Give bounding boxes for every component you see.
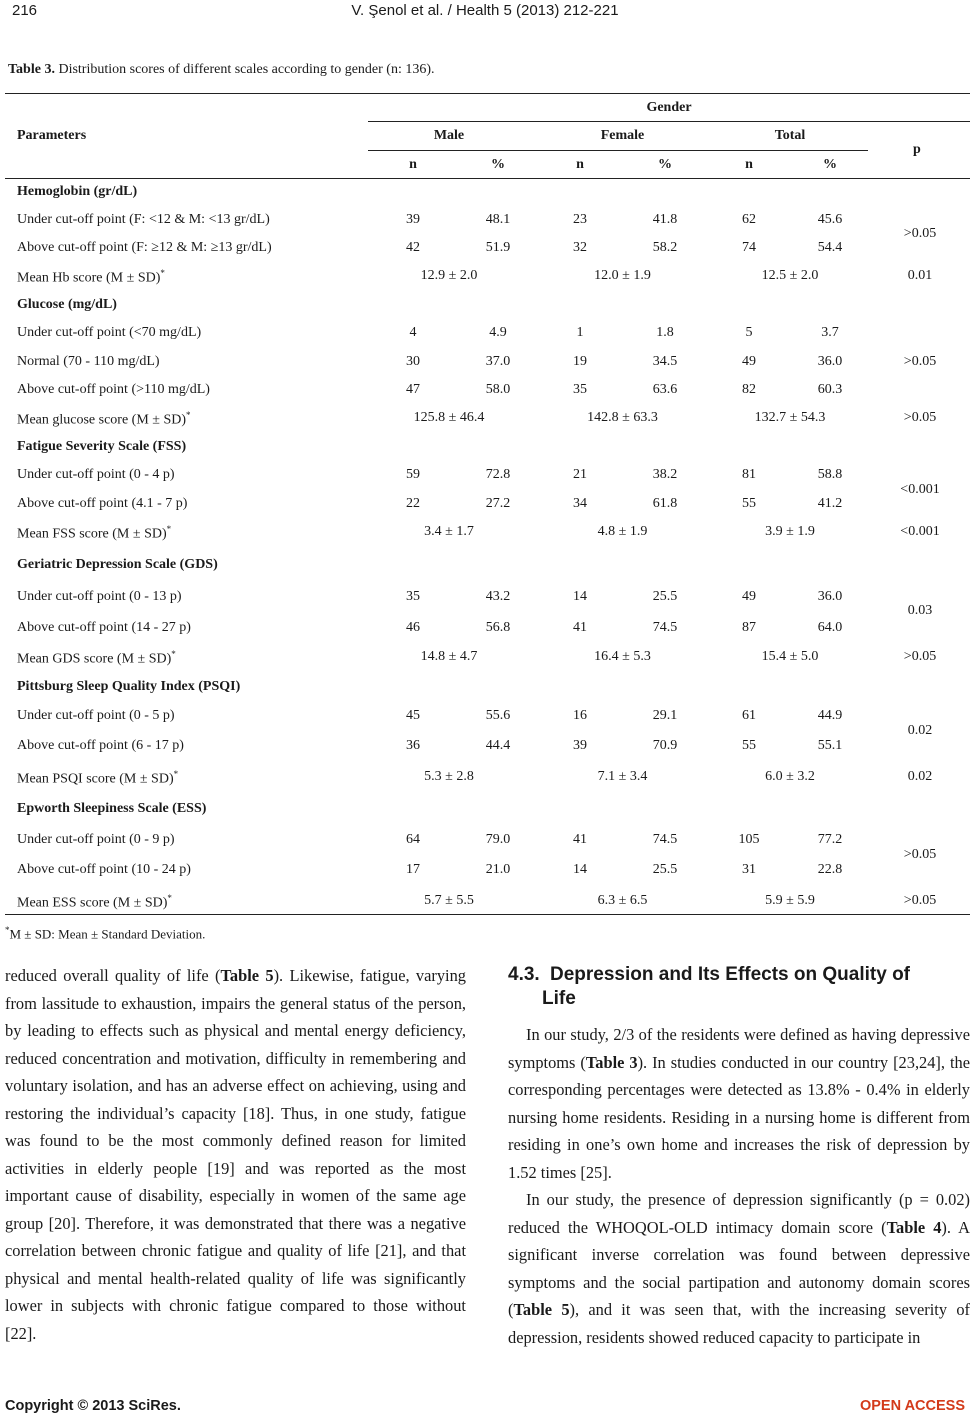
cell-mp: 27.2 <box>485 496 511 511</box>
header-total: Total <box>774 128 806 143</box>
cell-mn: 46 <box>406 620 420 635</box>
header-female: Female <box>600 128 645 143</box>
header-male: Male <box>433 128 465 143</box>
mean-f: 12.0 ± 1.9 <box>594 268 651 283</box>
mean-p-value: 0.02 <box>907 769 933 784</box>
table-caption-text: Distribution scores of different scales according to gender (n: 136). <box>54 62 435 77</box>
cell-mp: 58.0 <box>485 382 511 397</box>
cell-tp: 45.6 <box>817 212 843 227</box>
mean-m: 125.8 ± 46.4 <box>413 410 485 425</box>
cell-fp: 63.6 <box>652 382 678 397</box>
cell-tp: 36.0 <box>817 589 843 604</box>
row-label: Normal (70 - 110 mg/dL) <box>17 354 160 369</box>
text-run: ). Likewise, fatigue, varying from lassitude to exhaustion, impairs the general status of the person, by leading to effects such as physical and mental energy deficiency, reduced concentration and motivation, difficulty in remembering and voluntary isolation, and has an adverse effect on achieving, using and restoring the individual’s capacity [18]. Thus, in one study, fatigue was found to be the most commonly defined reason for limited activities in elderly people [19] and was reported as the most important cause of disability, especially in women of the same age group [20]. Therefore, it was demonstrated that there was a negative correlation between chronic fatigue and quality of life [21], and that physical and mental health-related quality of life was significantly lower in subjects with chronic fatigue compared to those without [22]. <box>5 966 466 1343</box>
cell-mn: 35 <box>406 589 420 604</box>
cell-mn: 42 <box>406 240 420 255</box>
cell-fn: 34 <box>573 496 587 511</box>
cell-tn: 49 <box>742 589 756 604</box>
section-heading <box>508 963 970 1011</box>
footnote-ref: * <box>167 893 172 903</box>
cell-mp: 21.0 <box>485 862 511 877</box>
row-label: Under cut-off point (0 - 9 p) <box>17 832 175 847</box>
cell-mp: 48.1 <box>485 212 511 227</box>
header-parameters: Parameters <box>17 128 87 143</box>
group-p-value: >0.05 <box>903 226 937 241</box>
cell-fp: 38.2 <box>652 467 678 482</box>
cell-tn: 81 <box>742 467 756 482</box>
row-label: Above cut-off point (14 - 27 p) <box>17 620 191 635</box>
cell-tp: 54.4 <box>817 240 843 255</box>
cell-fn: 21 <box>573 467 587 482</box>
header-total-n: n <box>745 157 753 172</box>
row-label: Under cut-off point (0 - 5 p) <box>17 708 175 723</box>
cell-mp: 56.8 <box>485 620 511 635</box>
header-male-n: n <box>409 157 417 172</box>
gender-rule <box>368 121 970 122</box>
cell-tp: 3.7 <box>821 325 839 340</box>
mean-row-label: Mean ESS score (M ± SD) <box>17 895 168 911</box>
mean-p-value: >0.05 <box>903 649 937 664</box>
footnote-ref: * <box>186 410 191 420</box>
cell-tn: 55 <box>742 738 756 753</box>
cell-fn: 41 <box>573 620 587 635</box>
mean-t: 12.5 ± 2.0 <box>761 268 819 283</box>
cell-mp: 79.0 <box>485 832 511 847</box>
cell-tp: 77.2 <box>817 832 843 847</box>
footnote-ref: * <box>173 769 179 779</box>
row-label <box>17 893 172 912</box>
mean-row-label: Mean PSQI score (M ± SD) <box>17 771 174 787</box>
mean-p-value: >0.05 <box>903 410 937 425</box>
paragraph <box>5 962 466 1347</box>
row-label <box>17 268 165 287</box>
cell-mn: 4 <box>409 325 417 340</box>
cell-mp: 37.0 <box>485 354 511 369</box>
page-number: 216 <box>12 2 38 19</box>
mean-f: 142.8 ± 63.3 <box>587 410 658 425</box>
cell-tn: 5 <box>745 325 753 340</box>
header-female-n: n <box>576 157 584 172</box>
cell-mp: 44.4 <box>485 738 511 753</box>
cell-tp: 44.9 <box>817 708 843 723</box>
mean-m: 12.9 ± 2.0 <box>420 268 478 283</box>
section-label: Pittsburg Sleep Quality Index (PSQI) <box>17 679 241 694</box>
mean-p-value: 0.01 <box>907 268 933 283</box>
cell-tn: 105 <box>738 832 760 847</box>
cell-fp: 25.5 <box>652 862 678 877</box>
row-label: Above cut-off point (6 - 17 p) <box>17 738 184 753</box>
cell-fn: 19 <box>573 354 587 369</box>
text-run: ). A significant inverse correlation was found between depressive symptoms and the social partipation and autonomy domain scores ( <box>508 1217 970 1319</box>
cell-fn: 35 <box>573 382 587 397</box>
cell-fp: 58.2 <box>652 240 678 255</box>
cell-tn: 74 <box>742 240 756 255</box>
cell-tn: 82 <box>742 382 756 397</box>
text-run: reduced overall quality of life ( <box>5 966 221 985</box>
cell-mn: 45 <box>406 708 420 723</box>
group-p-value: 0.02 <box>907 723 933 738</box>
mean-row-label: Mean GDS score (M ± SD) <box>17 651 172 667</box>
cell-fp: 74.5 <box>652 832 678 847</box>
mean-row-label: Mean FSS score (M ± SD) <box>17 526 167 542</box>
cell-tp: 58.8 <box>817 467 843 482</box>
cell-tn: 31 <box>742 862 756 877</box>
mean-t: 15.4 ± 5.0 <box>761 649 819 664</box>
cell-tn: 62 <box>742 212 756 227</box>
section-label: Geriatric Depression Scale (GDS) <box>17 557 218 572</box>
cell-mp: 55.6 <box>485 708 511 723</box>
cell-fp: 25.5 <box>652 589 678 604</box>
cell-fp: 34.5 <box>652 354 678 369</box>
section-label: Fatigue Severity Scale (FSS) <box>17 439 187 454</box>
footnote-marker: * <box>5 925 10 935</box>
table-top-rule <box>5 93 970 94</box>
cell-mn: 39 <box>406 212 420 227</box>
group-p-value: >0.05 <box>903 354 937 369</box>
row-label: Above cut-off point (F: ≥12 & M: ≥13 gr/dL) <box>17 240 272 255</box>
cell-fp: 70.9 <box>652 738 678 753</box>
cell-mn: 22 <box>406 496 420 511</box>
footnote-ref: * <box>166 524 172 534</box>
cell-fp: 74.5 <box>652 620 678 635</box>
table-caption-label: Table 3. <box>8 62 55 77</box>
mean-p-value: >0.05 <box>903 893 937 908</box>
cell-fn: 16 <box>573 708 587 723</box>
group-p-value: 0.03 <box>907 603 933 618</box>
table-bottom-rule <box>5 914 970 915</box>
paragraph <box>508 1186 970 1351</box>
cell-fn: 32 <box>573 240 587 255</box>
section-title-line1: Depression and Its Effects on Quality of <box>550 964 911 985</box>
table-caption <box>8 62 435 78</box>
cell-fn: 39 <box>573 738 587 753</box>
cell-fn: 23 <box>573 212 587 227</box>
cell-fp: 61.8 <box>652 496 678 511</box>
mean-f: 6.3 ± 6.5 <box>597 893 648 908</box>
table-reference: Table 4 <box>886 1217 942 1237</box>
cell-mp: 43.2 <box>485 589 511 604</box>
cell-mp: 51.9 <box>485 240 511 255</box>
mean-f: 4.8 ± 1.9 <box>597 524 648 539</box>
row-label: Under cut-off point (F: <12 & M: <13 gr/dL) <box>17 212 270 227</box>
cell-mn: 36 <box>406 738 420 753</box>
table-footnote <box>5 925 205 942</box>
mean-row-label: Mean Hb score (M ± SD) <box>17 270 161 286</box>
cell-tp: 41.2 <box>817 496 843 511</box>
text-run: In our study, the presence of depression significantly (p = 0.02) reduced the WHOQOL-OLD intimacy domain score ( <box>508 1190 970 1237</box>
row-label: Under cut-off point (0 - 13 p) <box>17 589 182 604</box>
mean-p-value: <0.001 <box>900 524 940 539</box>
row-label <box>17 649 176 668</box>
cell-tp: 55.1 <box>817 738 843 753</box>
mean-t: 132.7 ± 54.3 <box>754 410 826 425</box>
cell-fp: 41.8 <box>652 212 678 227</box>
copyright: Copyright © 2013 SciRes. <box>5 1398 181 1414</box>
cell-fn: 14 <box>573 589 587 604</box>
cell-mn: 64 <box>406 832 420 847</box>
cell-tn: 61 <box>742 708 756 723</box>
mean-m: 5.7 ± 5.5 <box>424 893 474 908</box>
row-label <box>17 410 191 429</box>
header-p: p <box>913 142 921 157</box>
table-reference: Table 5 <box>220 966 274 985</box>
cell-mn: 59 <box>406 467 420 482</box>
group-p-value: >0.05 <box>903 847 937 862</box>
row-label: Above cut-off point (>110 mg/dL) <box>17 382 210 397</box>
mean-row-label: Mean glucose score (M ± SD) <box>17 412 187 428</box>
header-gender: Gender <box>646 100 692 115</box>
row-label: Above cut-off point (4.1 - 7 p) <box>17 496 188 511</box>
row-label: Under cut-off point (<70 mg/dL) <box>17 325 202 340</box>
text-run: ). In studies conducted in our country [23,24], the corresponding percentages were detected as 13.8% - 0.4% in elderly nursing home residents. Residing in a nursing home is different from residing in one’s own home and increases the risk of depression by 1.52 times [25]. <box>508 1052 970 1182</box>
mean-f: 16.4 ± 5.3 <box>594 649 651 664</box>
cell-fp: 1.8 <box>656 325 674 340</box>
mean-m: 5.3 ± 2.8 <box>424 769 474 784</box>
cell-mn: 17 <box>406 862 420 877</box>
footnote-ref: * <box>160 268 165 278</box>
section-number: 4.3. <box>508 964 540 985</box>
cell-tn: 55 <box>742 496 756 511</box>
text-run: In our study, 2/3 of the residents were defined as having depressive symptoms ( <box>508 1025 970 1072</box>
section-label: Hemoglobin (gr/dL) <box>17 184 138 199</box>
cell-tp: 60.3 <box>817 382 843 397</box>
group-p-value: <0.001 <box>900 482 940 497</box>
cell-tp: 22.8 <box>817 862 843 877</box>
mean-t: 6.0 ± 3.2 <box>765 769 815 784</box>
cell-fp: 29.1 <box>652 708 678 723</box>
header-male-pct: % <box>491 157 505 172</box>
row-label <box>17 769 178 788</box>
subgroup-rule <box>368 150 868 151</box>
header-total-pct: % <box>823 157 837 172</box>
cell-mp: 4.9 <box>489 325 507 340</box>
table-reference: Table 5 <box>513 1300 570 1319</box>
footnote-ref: * <box>171 649 176 659</box>
text-run: ), and it was seen that, with the increasing severity of depression, residents showed reduced capacity to participate in <box>508 1300 970 1347</box>
mean-m: 14.8 ± 4.7 <box>420 649 478 664</box>
cell-tp: 36.0 <box>817 354 843 369</box>
mean-m: 3.4 ± 1.7 <box>424 524 474 539</box>
row-label: Under cut-off point (0 - 4 p) <box>17 467 175 482</box>
paragraph <box>508 1021 970 1186</box>
open-access-label: OPEN ACCESS <box>859 1398 965 1414</box>
mean-t: 3.9 ± 1.9 <box>765 524 815 539</box>
section-label: Glucose (mg/dL) <box>17 297 117 312</box>
mean-f: 7.1 ± 3.4 <box>597 769 648 784</box>
section-label: Epworth Sleepiness Scale (ESS) <box>17 801 207 816</box>
row-label: Above cut-off point (10 - 24 p) <box>17 862 191 877</box>
header-female-pct: % <box>658 157 672 172</box>
row-label <box>17 524 171 543</box>
footnote-text: M ± SD: Mean ± Standard Deviation. <box>9 926 206 942</box>
table-reference: Table 3 <box>585 1052 638 1072</box>
cell-mn: 47 <box>406 382 420 397</box>
cell-tn: 49 <box>742 354 756 369</box>
right-column-text <box>508 1021 970 1351</box>
running-title: V. Şenol et al. / Health 5 (2013) 212-221 <box>351 2 619 19</box>
cell-mp: 72.8 <box>485 467 511 482</box>
cell-mn: 30 <box>406 354 420 369</box>
cell-tp: 64.0 <box>817 620 843 635</box>
header-bottom-rule <box>5 178 970 179</box>
mean-t: 5.9 ± 5.9 <box>765 893 815 908</box>
section-title-line2: Life <box>542 988 576 1009</box>
left-column-text <box>5 962 466 1347</box>
cell-fn: 14 <box>573 862 587 877</box>
cell-fn: 1 <box>576 325 584 340</box>
cell-tn: 87 <box>742 620 756 635</box>
cell-fn: 41 <box>573 832 587 847</box>
